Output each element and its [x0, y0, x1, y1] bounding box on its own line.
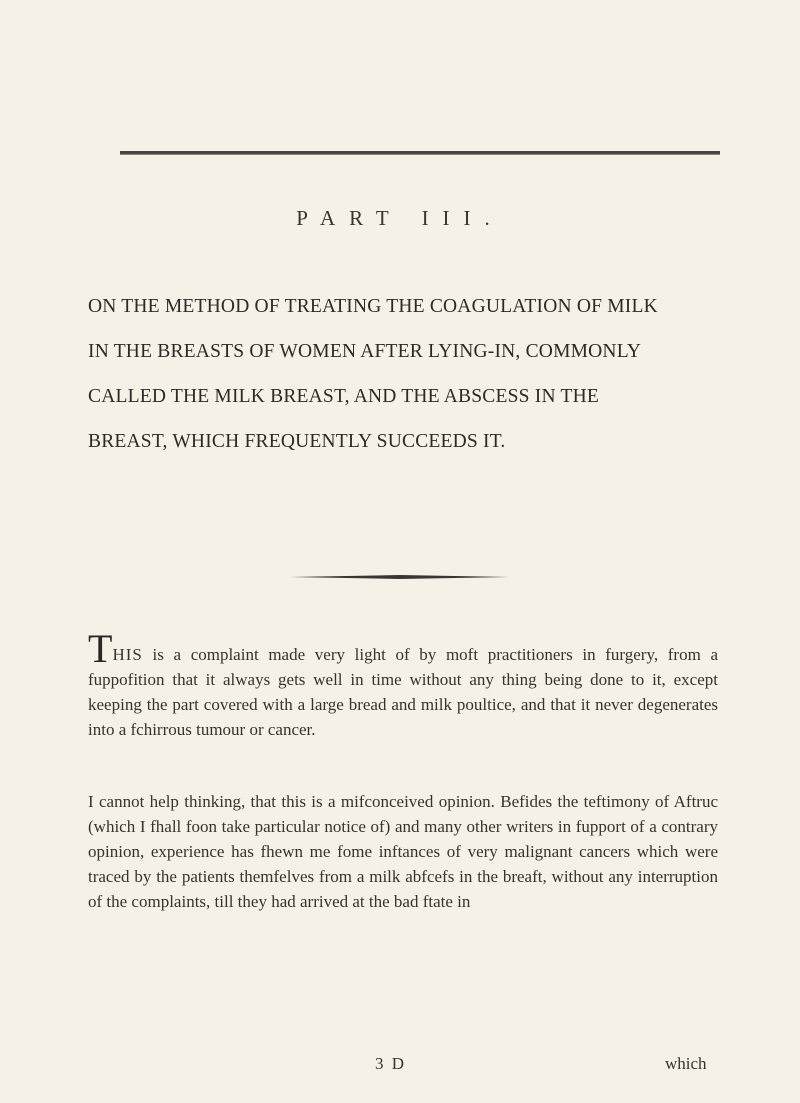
drop-cap: T [88, 626, 113, 671]
paragraph-1-text: is a complaint made very light of by moft practitioners in furgery, from a fuppofition that it always gets well in time without any thing being done to it, except keeping the part covered with a large bread and milk poultice, and that it never degenerates into a fchirrous tumour or cancer. [88, 645, 718, 739]
paragraph-2: I cannot help thinking, that this is a mifconceived opinion. Befides the teftimony of Aftruc (which I fhall foon take particular notice of) and many other writers in fupport of a contrary opinion, experience has fhewn me fome inftances of very malignant cancers which were traced by the patients themfelves from a milk abfcefs in the breaft, without any interruption of the complaints, till they had arrived at the bad ftate in [88, 792, 718, 911]
page-footer [0, 1054, 800, 1080]
paragraph-1 [88, 626, 718, 742]
top-rule [120, 151, 720, 155]
signature-mark: 3 D [375, 1054, 407, 1073]
chapter-title-line: CALLED THE MILK BREAST, AND THE ABSCESS IN THE [88, 386, 599, 407]
part-heading: PART III. [296, 206, 504, 230]
chapter-title-line: BREAST, WHICH FREQUENTLY SUCCEEDS IT. [88, 431, 506, 452]
chapter-title [88, 284, 748, 464]
chapter-title-line: ON THE METHOD OF TREATING THE COAGULATION OF MILK [88, 296, 658, 317]
ornament-rule [290, 575, 510, 579]
catchword: which [665, 1054, 707, 1073]
first-word-rest: HIS [112, 645, 143, 664]
chapter-title-line: IN THE BREASTS OF WOMEN AFTER LYING-IN, COMMONLY [88, 341, 642, 362]
